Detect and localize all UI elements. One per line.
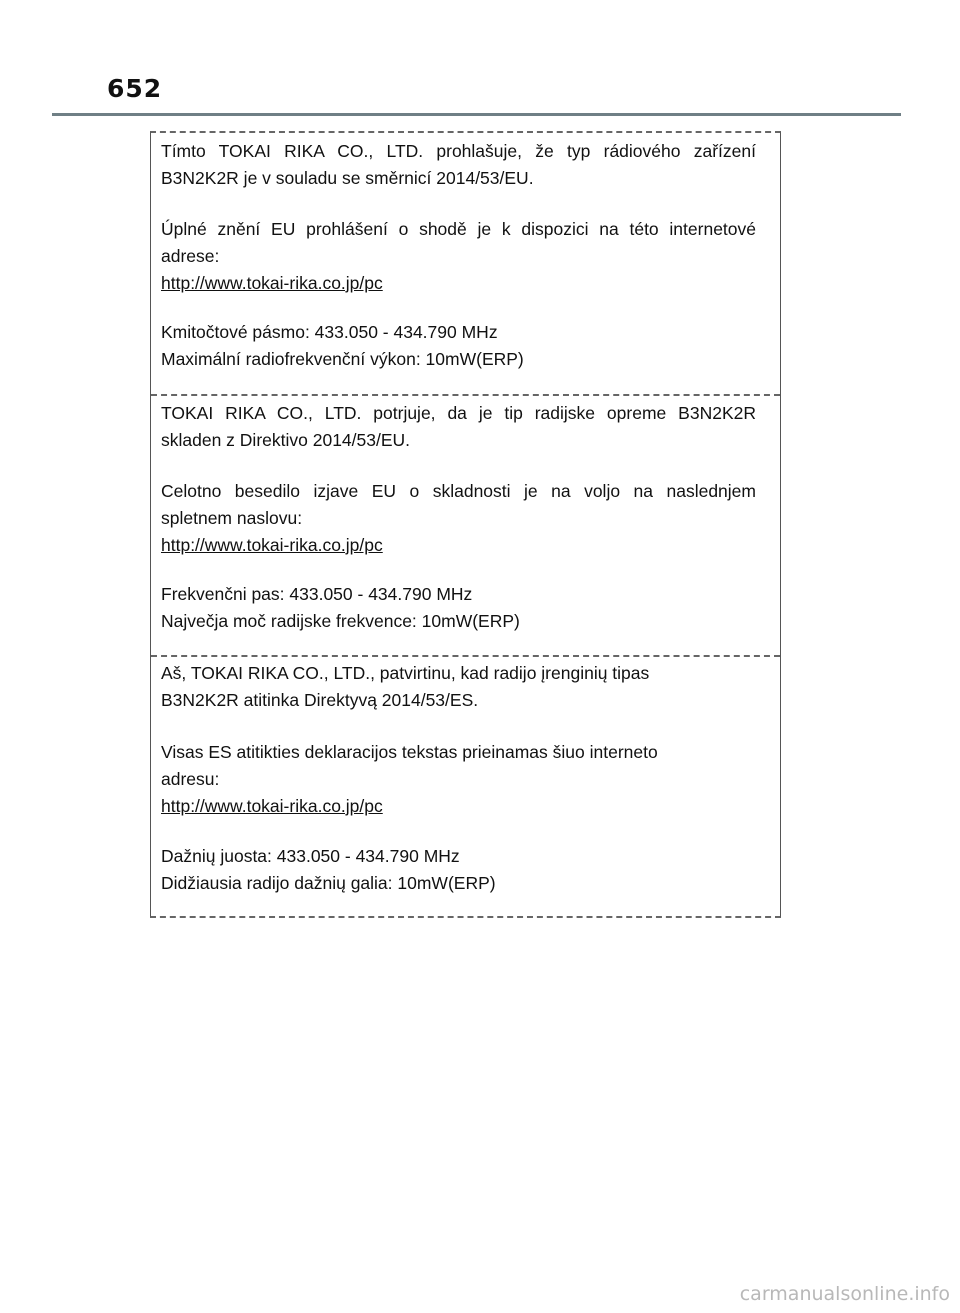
info-paragraph bbox=[161, 478, 756, 559]
info-line: Visas ES atitikties deklaracijos tekstas prieinamas šiuo interneto bbox=[161, 742, 658, 762]
specs-paragraph bbox=[161, 843, 756, 897]
frequency-band: Kmitočtové pásmo: 433.050 - 434.790 MHz bbox=[161, 322, 498, 342]
info-line: spletnem naslovu: bbox=[161, 508, 303, 528]
section-slovenian bbox=[151, 394, 780, 656]
url-link[interactable]: http://www.tokai-rika.co.jp/pc bbox=[161, 796, 383, 816]
max-power: Maximální radiofrekvenční výkon: 10mW(ERP) bbox=[161, 349, 524, 369]
declaration-line: B3N2K2R je v souladu se směrnicí 2014/53/EU. bbox=[161, 168, 534, 188]
declaration-line: Tímto TOKAI RIKA CO., LTD. prohlašuje, že typ rádiového zařízení bbox=[161, 141, 756, 161]
url-link[interactable]: http://www.tokai-rika.co.jp/pc bbox=[161, 273, 383, 293]
section-czech bbox=[151, 133, 780, 393]
declaration-paragraph bbox=[161, 400, 756, 454]
watermark: carmanualsonline.info bbox=[739, 1283, 950, 1305]
declaration-paragraph bbox=[161, 138, 756, 192]
header-rule bbox=[52, 113, 901, 116]
info-line: adrese: bbox=[161, 246, 220, 266]
url-link[interactable]: http://www.tokai-rika.co.jp/pc bbox=[161, 535, 383, 555]
declaration-paragraph bbox=[161, 660, 756, 714]
specs-paragraph bbox=[161, 319, 756, 373]
frequency-band: Dažnių juosta: 433.050 - 434.790 MHz bbox=[161, 846, 460, 866]
frequency-band: Frekvenčni pas: 433.050 - 434.790 MHz bbox=[161, 584, 473, 604]
declaration-line: skladen z Direktivo 2014/53/EU. bbox=[161, 430, 411, 450]
info-line: adresu: bbox=[161, 769, 220, 789]
page-number: 652 bbox=[107, 74, 163, 103]
max-power: Največja moč radijske frekvence: 10mW(ERP) bbox=[161, 611, 520, 631]
info-line: Celotno besedilo izjave EU o skladnosti je na voljo na naslednjem bbox=[161, 481, 756, 501]
specs-paragraph bbox=[161, 581, 756, 635]
info-paragraph bbox=[161, 739, 756, 820]
info-line: Úplné znění EU prohlášení o shodě je k dispozici na této internetové bbox=[161, 219, 756, 239]
declaration-line: TOKAI RIKA CO., LTD. potrjuje, da je tip radijske opreme B3N2K2R bbox=[161, 403, 756, 423]
section-lithuanian bbox=[151, 655, 780, 915]
declaration-line: B3N2K2R atitinka Direktyvą 2014/53/ES. bbox=[161, 690, 479, 710]
info-paragraph bbox=[161, 216, 756, 297]
declaration-line: Aš, TOKAI RIKA CO., LTD., patvirtinu, kad radijo įrenginių tipas bbox=[161, 663, 650, 683]
max-power: Didžiausia radijo dažnių galia: 10mW(ERP) bbox=[161, 873, 496, 893]
declaration-box bbox=[150, 131, 781, 918]
